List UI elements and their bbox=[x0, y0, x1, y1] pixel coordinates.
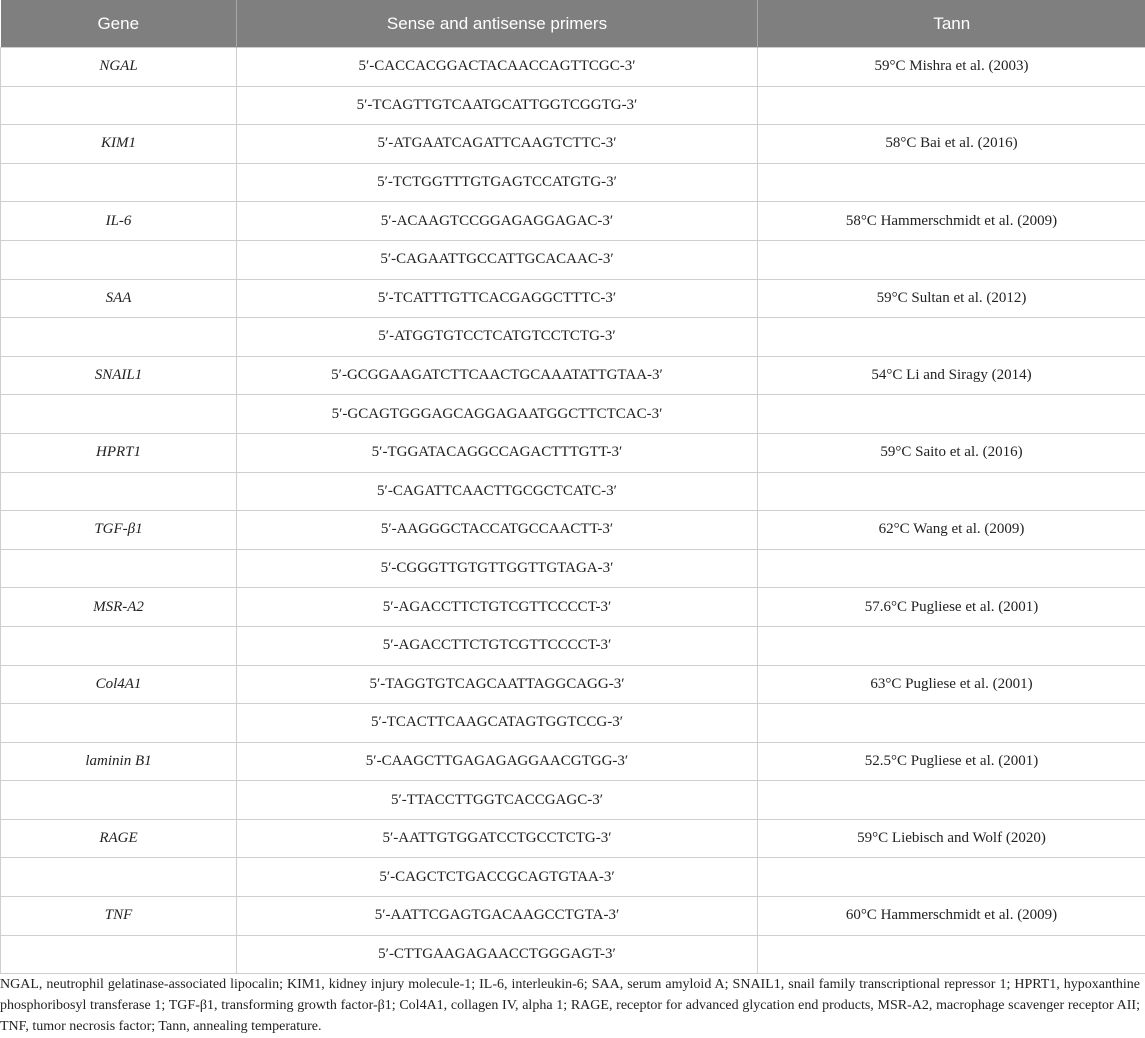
tann-cell: 59°C Saito et al. (2016) bbox=[758, 433, 1145, 472]
primer-cell: 5′-AATTCGAGTGACAAGCCTGTA-3′ bbox=[237, 897, 758, 936]
table-row bbox=[1, 626, 1145, 665]
primer-cell: 5′-TCACTTCAAGCATAGTGGTCCG-3′ bbox=[237, 704, 758, 743]
tann-cell bbox=[758, 395, 1145, 434]
primer-cell: 5′-AAGGGCTACCATGCCAACTT-3′ bbox=[237, 511, 758, 550]
header-row bbox=[1, 0, 1145, 48]
tann-cell: 58°C Bai et al. (2016) bbox=[758, 125, 1145, 164]
table-row bbox=[1, 163, 1145, 202]
primer-cell: 5′-TCAGTTGTCAATGCATTGGTCGGTG-3′ bbox=[237, 86, 758, 125]
tann-cell: 60°C Hammerschmidt et al. (2009) bbox=[758, 897, 1145, 936]
gene-cell: TGF-β1 bbox=[1, 511, 237, 550]
table-row bbox=[1, 858, 1145, 897]
primer-cell: 5′-ATGAATCAGATTCAAGTCTTC-3′ bbox=[237, 125, 758, 164]
gene-cell: RAGE bbox=[1, 819, 237, 858]
table-row bbox=[1, 86, 1145, 125]
tann-cell bbox=[758, 935, 1145, 974]
tann-cell bbox=[758, 704, 1145, 743]
primer-cell: 5′-TTACCTTGGTCACCGAGC-3′ bbox=[237, 781, 758, 820]
table-row bbox=[1, 318, 1145, 357]
table-row bbox=[1, 240, 1145, 279]
gene-cell bbox=[1, 86, 237, 125]
gene-cell: HPRT1 bbox=[1, 433, 237, 472]
table-footnote: NGAL, neutrophil gelatinase-associated lipocalin; KIM1, kidney injury molecule-1; IL-6, interleukin-6; SAA, serum amyloid A; SNAIL1, snail family transcriptional repressor 1; HPRT1, hypoxanthine phosphoribosyl transferase 1; TGF-β1, transforming growth factor-β1; Col4A1, collagen IV, alpha 1; RAGE, receptor for advanced glycation end products, MSR-A2, macrophage scavenger receptor AII; TNF, tumor necrosis factor; Tann, annealing temperature. bbox=[0, 977, 1140, 1034]
header-tann: Tann bbox=[758, 0, 1145, 48]
tann-cell bbox=[758, 163, 1145, 202]
tann-cell bbox=[758, 86, 1145, 125]
primer-cell: 5′-GCAGTGGGAGCAGGAGAATGGCTTCTCAC-3′ bbox=[237, 395, 758, 434]
table-row bbox=[1, 665, 1145, 704]
gene-cell: TNF bbox=[1, 897, 237, 936]
tann-cell bbox=[758, 781, 1145, 820]
gene-cell: IL-6 bbox=[1, 202, 237, 241]
table-row bbox=[1, 935, 1145, 974]
gene-cell bbox=[1, 935, 237, 974]
primer-cell: 5′-GCGGAAGATCTTCAACTGCAAATATTGTAA-3′ bbox=[237, 356, 758, 395]
table-row bbox=[1, 472, 1145, 511]
table-row bbox=[1, 433, 1145, 472]
table-row bbox=[1, 511, 1145, 550]
primer-cell: 5′-CAGATTCAACTTGCGCTCATC-3′ bbox=[237, 472, 758, 511]
table-row bbox=[1, 125, 1145, 164]
primer-cell: 5′-TCATTTGTTCACGAGGCTTTC-3′ bbox=[237, 279, 758, 318]
tann-cell: 59°C Liebisch and Wolf (2020) bbox=[758, 819, 1145, 858]
tann-cell bbox=[758, 240, 1145, 279]
gene-cell: KIM1 bbox=[1, 125, 237, 164]
primer-cell: 5′-AATTGTGGATCCTGCCTCTG-3′ bbox=[237, 819, 758, 858]
table-row bbox=[1, 742, 1145, 781]
primer-cell: 5′-ATGGTGTCCTCATGTCCTCTG-3′ bbox=[237, 318, 758, 357]
primer-cell: 5′-TCTGGTTTGTGAGTCCATGTG-3′ bbox=[237, 163, 758, 202]
tann-cell: 63°C Pugliese et al. (2001) bbox=[758, 665, 1145, 704]
primer-cell: 5′-AGACCTTCTGTCGTTCCCCT-3′ bbox=[237, 626, 758, 665]
primer-cell: 5′-CTTGAAGAGAACCTGGGAGT-3′ bbox=[237, 935, 758, 974]
gene-cell: NGAL bbox=[1, 48, 237, 87]
tann-cell: 58°C Hammerschmidt et al. (2009) bbox=[758, 202, 1145, 241]
tann-cell: 59°C Sultan et al. (2012) bbox=[758, 279, 1145, 318]
table-row bbox=[1, 704, 1145, 743]
table-row bbox=[1, 897, 1145, 936]
table-row bbox=[1, 279, 1145, 318]
tann-cell: 54°C Li and Siragy (2014) bbox=[758, 356, 1145, 395]
gene-cell bbox=[1, 395, 237, 434]
table-row bbox=[1, 202, 1145, 241]
gene-cell bbox=[1, 472, 237, 511]
gene-cell bbox=[1, 163, 237, 202]
tann-cell: 62°C Wang et al. (2009) bbox=[758, 511, 1145, 550]
primer-cell: 5′-TAGGTGTCAGCAATTAGGCAGG-3′ bbox=[237, 665, 758, 704]
gene-cell: laminin B1 bbox=[1, 742, 237, 781]
table-row bbox=[1, 819, 1145, 858]
gene-cell bbox=[1, 704, 237, 743]
table-row bbox=[1, 549, 1145, 588]
primer-cell: 5′-CAGCTCTGACCGCAGTGTAA-3′ bbox=[237, 858, 758, 897]
gene-cell bbox=[1, 240, 237, 279]
table-row bbox=[1, 781, 1145, 820]
gene-cell bbox=[1, 858, 237, 897]
table-row bbox=[1, 395, 1145, 434]
table-row bbox=[1, 48, 1145, 87]
tann-cell bbox=[758, 472, 1145, 511]
table-row bbox=[1, 356, 1145, 395]
header-primers: Sense and antisense primers bbox=[237, 0, 758, 48]
table-body bbox=[1, 48, 1145, 974]
primer-cell: 5′-AGACCTTCTGTCGTTCCCCT-3′ bbox=[237, 588, 758, 627]
tann-cell bbox=[758, 626, 1145, 665]
gene-cell: SNAIL1 bbox=[1, 356, 237, 395]
gene-cell: MSR-A2 bbox=[1, 588, 237, 627]
gene-cell bbox=[1, 549, 237, 588]
table-row bbox=[1, 588, 1145, 627]
tann-cell: 57.6°C Pugliese et al. (2001) bbox=[758, 588, 1145, 627]
gene-cell: Col4A1 bbox=[1, 665, 237, 704]
gene-cell bbox=[1, 318, 237, 357]
primer-cell: 5′-ACAAGTCCGGAGAGGAGAC-3′ bbox=[237, 202, 758, 241]
primer-cell: 5′-CAAGCTTGAGAGAGGAACGTGG-3′ bbox=[237, 742, 758, 781]
primer-cell: 5′-CAGAATTGCCATTGCACAAC-3′ bbox=[237, 240, 758, 279]
tann-cell bbox=[758, 858, 1145, 897]
gene-cell: SAA bbox=[1, 279, 237, 318]
primer-cell: 5′-CACCACGGACTACAACCAGTTCGC-3′ bbox=[237, 48, 758, 87]
tann-cell: 52.5°C Pugliese et al. (2001) bbox=[758, 742, 1145, 781]
primer-cell: 5′-CGGGTTGTGTTGGTTGTAGA-3′ bbox=[237, 549, 758, 588]
gene-cell bbox=[1, 781, 237, 820]
primer-cell: 5′-TGGATACAGGCCAGACTTTGTT-3′ bbox=[237, 433, 758, 472]
header-gene: Gene bbox=[1, 0, 237, 48]
tann-cell: 59°C Mishra et al. (2003) bbox=[758, 48, 1145, 87]
gene-cell bbox=[1, 626, 237, 665]
tann-cell bbox=[758, 318, 1145, 357]
tann-cell bbox=[758, 549, 1145, 588]
